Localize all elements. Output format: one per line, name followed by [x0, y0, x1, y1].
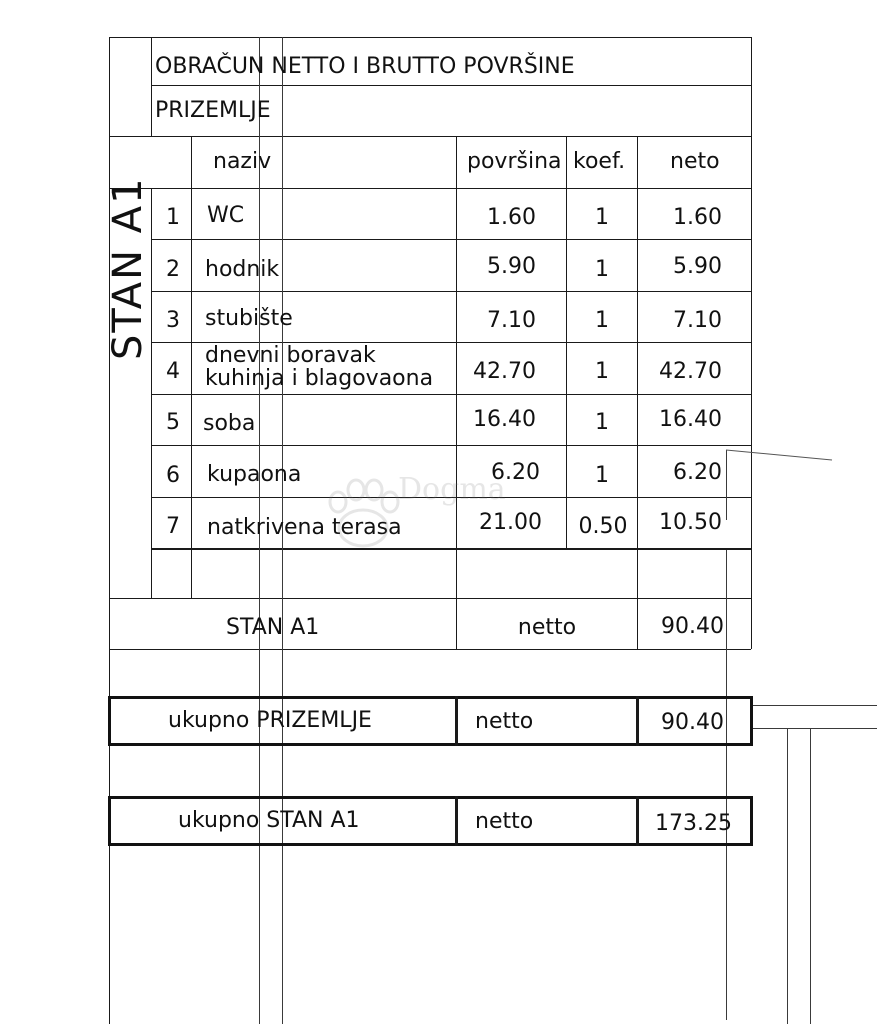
- room-coef: 1: [595, 308, 609, 333]
- room-coef: 1: [595, 205, 609, 230]
- column-header-net: neto: [670, 149, 720, 174]
- room-area: 1.60: [487, 205, 536, 230]
- room-name: dnevni boravak: [205, 343, 376, 368]
- room-name: hodnik: [205, 257, 280, 282]
- room-net: 1.60: [673, 205, 722, 230]
- subtotal-label: STAN A1: [226, 615, 320, 640]
- room-name: kupaona: [207, 462, 302, 487]
- total-unit-label: ukupno STAN A1: [178, 808, 360, 833]
- subtotal-type: netto: [517, 615, 577, 640]
- room-area: 21.00: [479, 510, 542, 535]
- room-coef: 1: [595, 257, 609, 282]
- room-area: 5.90: [487, 254, 536, 279]
- room-coef: 1: [595, 359, 609, 384]
- total-floor-value: 90.40: [661, 710, 724, 735]
- paw-icon: [318, 470, 408, 560]
- unit-vertical-label: STAN A1: [105, 176, 151, 360]
- room-name-line2: kuhinja i blagovaona: [205, 366, 434, 391]
- room-net: 5.90: [673, 254, 722, 279]
- row-number: 1: [166, 205, 180, 230]
- watermark-text: Dogma: [398, 472, 506, 507]
- room-name: stubište: [205, 306, 293, 331]
- column-header-area: površina: [467, 149, 562, 174]
- room-area: 16.40: [473, 407, 536, 432]
- room-area: 42.70: [473, 359, 536, 384]
- total-floor-label: ukupno PRIZEMLJE: [168, 708, 372, 733]
- room-coef: 1: [595, 463, 609, 488]
- room-name: natkrivena terasa: [207, 515, 402, 540]
- row-number: 2: [166, 257, 180, 282]
- sheet-title: OBRAČUN NETTO I BRUTTO POVRŠINE: [155, 54, 575, 79]
- total-unit-type: netto: [475, 809, 534, 834]
- watermark: [318, 470, 506, 564]
- room-coef: 0.50: [578, 514, 628, 539]
- column-header-name: naziv: [213, 149, 272, 174]
- room-name: WC: [207, 203, 245, 228]
- floor-label: PRIZEMLJE: [155, 98, 271, 123]
- row-number: 6: [166, 463, 180, 488]
- room-coef: 1: [595, 410, 609, 435]
- room-net: 10.50: [659, 510, 722, 535]
- row-number: 4: [166, 359, 180, 384]
- total-unit-value: 173.25: [655, 811, 732, 836]
- row-number: 7: [166, 514, 180, 539]
- total-floor-type: netto: [475, 709, 534, 734]
- room-net: 7.10: [673, 308, 722, 333]
- room-area: 7.10: [487, 308, 536, 333]
- row-number: 3: [166, 308, 180, 333]
- drafting-slant-line: [726, 448, 836, 462]
- room-net: 6.20: [673, 460, 722, 485]
- room-net: 16.40: [659, 407, 722, 432]
- room-net: 42.70: [659, 359, 722, 384]
- room-area: 6.20: [491, 460, 540, 485]
- row-number: 5: [166, 410, 180, 435]
- room-name: soba: [203, 411, 256, 436]
- subtotal-value: 90.40: [661, 614, 724, 639]
- column-header-coef: koef.: [573, 149, 626, 174]
